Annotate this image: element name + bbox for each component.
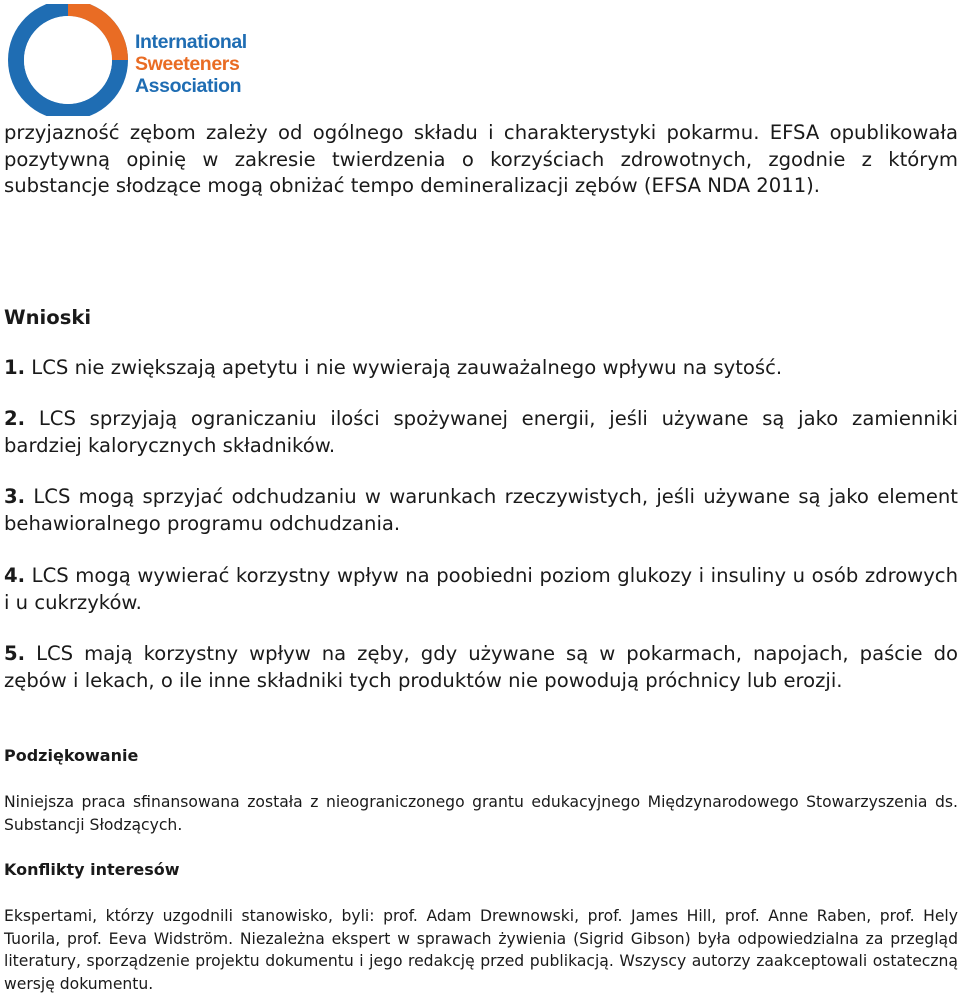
conclusion-item-2 xyxy=(4,406,958,459)
conclusion-number: 1. xyxy=(4,356,26,379)
logo-line-association: Association xyxy=(135,75,242,97)
conclusion-number: 2. xyxy=(4,407,26,430)
conclusion-item-5 xyxy=(4,641,958,694)
conclusion-number: 5. xyxy=(4,642,26,665)
logo-wordmark xyxy=(135,31,247,97)
conclusion-text: LCS mogą sprzyjać odchudzaniu w warunkach rzeczywistych, jeśli używane są jako element behawioralnego programu odchudzania. xyxy=(4,485,958,535)
conclusion-text: LCS sprzyjają ograniczaniu ilości spożywanej energii, jeśli używane są jako zamienniki bardziej kalorycznych składników. xyxy=(4,407,958,457)
conclusion-item-1 xyxy=(4,355,958,382)
logo-line-international: International xyxy=(135,31,247,53)
conflicts-heading: Konflikty interesów xyxy=(4,860,180,879)
conclusion-item-4 xyxy=(4,563,958,616)
conflicts-paragraph: Ekspertami, którzy uzgodnili stanowisko, byli: prof. Adam Drewnowski, prof. James Hill, prof. Anne Raben, prof. Hely Tuorila, prof. Eeva Widström. Niezależna ekspert w sprawach żywienia (Sigrid Gibson) była odpowiedzialna za przegląd literatury, sporządzenie projektu dokumentu i jego redakcję przed publikacją. Wszyscy autorzy zaakceptowali ostateczną wersję dokumentu. xyxy=(4,907,958,993)
conclusion-number: 4. xyxy=(4,564,26,587)
conclusion-text: LCS nie zwiększają apetytu i nie wywierają zauważalnego wpływu na sytość. xyxy=(25,356,783,379)
logo-line-sweeteners: Sweeteners xyxy=(135,53,240,75)
isa-logo-mark-icon xyxy=(4,4,134,116)
intro-paragraph: przyjazność zębom zależy od ogólnego składu i charakterystyki pokarmu. EFSA opublikowała pozytywną opinię w zakresie twierdzenia o korzyściach zdrowotnych, zgodnie z którym substancje słodzące mogą obniżać tempo demineralizacji zębów (EFSA NDA 2011). xyxy=(4,121,958,197)
conclusion-text: LCS mogą wywierać korzystny wpływ na poobiedni poziom glukozy i insuliny u osób zdrowych i u cukrzyków. xyxy=(4,564,958,614)
isa-logo xyxy=(4,4,248,116)
acknowledgement-paragraph: Niniejsza praca sfinansowana została z nieograniczonego grantu edukacyjnego Międzynarodowego Stowarzyszenia ds. Substancji Słodzących. xyxy=(4,793,958,834)
conclusion-item-3 xyxy=(4,484,958,537)
conclusion-number: 3. xyxy=(4,485,26,508)
conclusions-heading: Wnioski xyxy=(4,306,92,329)
conclusion-text: LCS mają korzystny wpływ na zęby, gdy używane są w pokarmach, napojach, paście do zębów i lekach, o ile inne składniki tych produktów nie powodują próchnicy lub erozji. xyxy=(4,642,958,692)
acknowledgement-heading: Podziękowanie xyxy=(4,746,139,765)
